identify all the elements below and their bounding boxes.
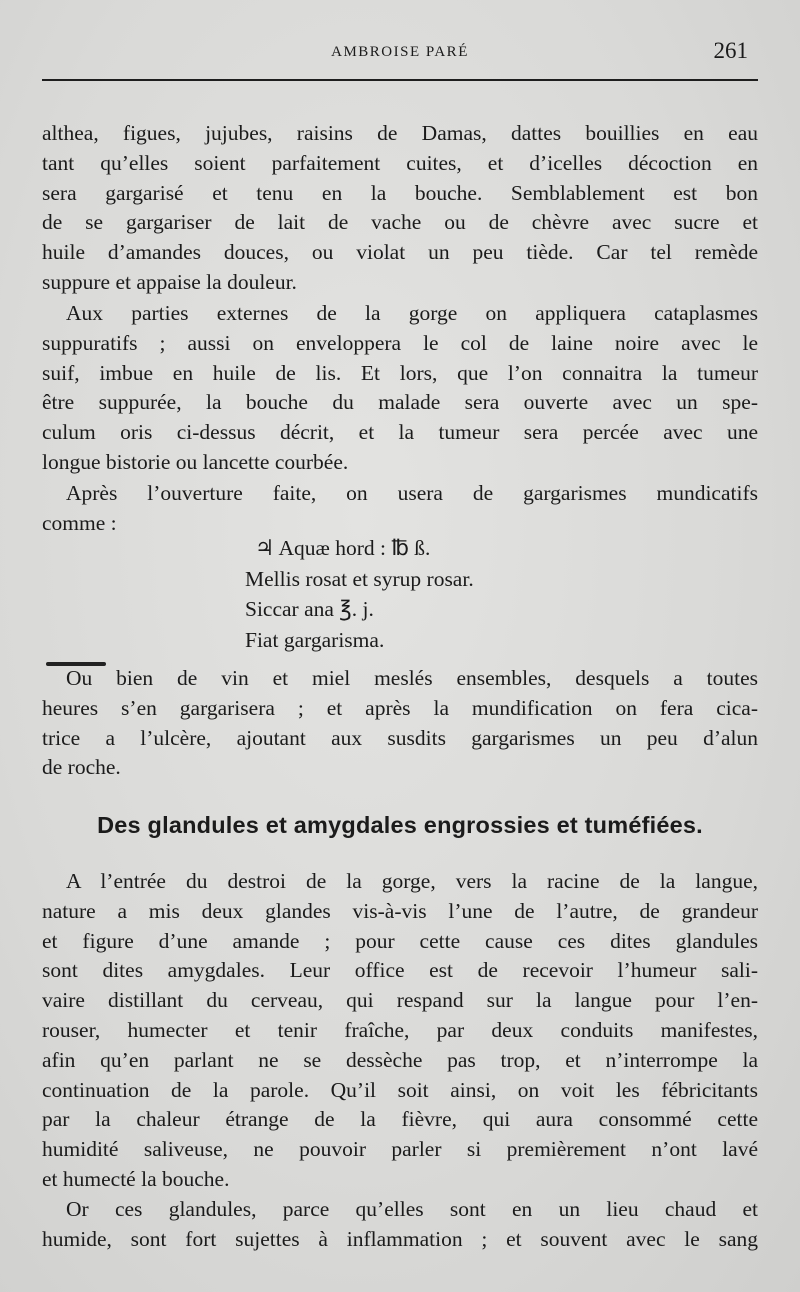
text-line: par la chaleur étrange de la fièvre, qui aura consommé cette xyxy=(42,1107,758,1132)
recipe-line: Fiat gargarisma. xyxy=(245,627,385,652)
text-line: et figure d’une amande ; pour cette cause ces dites glandules xyxy=(42,928,758,953)
paragraph-6 xyxy=(42,1195,758,1255)
text-line: culum oris ci-dessus décrit, et la tumeur sera percée avec une xyxy=(42,420,758,445)
text-line: sont dites amygdales. Leur office est de recevoir l’humeur sali- xyxy=(42,958,758,983)
text-line: A l’entrée du destroi de la gorge, vers la racine de la langue, xyxy=(66,869,758,893)
text-line: vaire distillant du cerveau, qui respand sur la langue pour l’en- xyxy=(42,988,758,1013)
text-line: de se gargariser de lait de vache ou de chèvre avec sucre et xyxy=(42,210,758,235)
text-line: Après l’ouverture faite, on usera de gargarismes mundicatifs xyxy=(66,481,758,505)
paragraph-3 xyxy=(42,479,758,539)
recipe-line: Mellis rosat et syrup rosar. xyxy=(245,566,474,591)
text-line: sera gargarisé et tenu en la bouche. Semblablement est bon xyxy=(42,180,758,205)
header-rule xyxy=(42,79,758,81)
paragraph-4 xyxy=(42,664,758,783)
text-line: nature a mis deux glandes vis-à-vis l’une de l’autre, de grandeur xyxy=(42,898,758,923)
paragraph-1 xyxy=(42,119,758,298)
text-line: humidité saliveuse, ne pouvoir parler si premièrement n’ont lavé xyxy=(42,1137,758,1162)
text-line: Ou bien de vin et miel meslés ensembles, desquels a toutes xyxy=(66,666,758,690)
recipe-line: ♃ Aquæ hord : ℔ ß. xyxy=(255,536,431,560)
text-line: être suppurée, la bouche du malade sera ouverte avec un spe- xyxy=(42,390,758,415)
text-line: rouser, humecter et tenir fraîche, par deux conduits manifestes, xyxy=(42,1017,758,1042)
text-line: Or ces glandules, parce qu’elles sont en un lieu chaud et xyxy=(66,1197,758,1221)
text-line: comme : xyxy=(42,510,117,535)
text-line: trice a l’ulcère, ajoutant aux susdits gargarismes un peu d’alun xyxy=(42,725,758,750)
text-line: longue bistorie ou lancette courbée. xyxy=(42,449,349,474)
text-line: afin qu’en parlant ne se dessèche pas trop, et n’interrompe la xyxy=(42,1047,758,1072)
paragraph-2 xyxy=(42,299,758,478)
text-line: tant qu’elles soient parfaitement cuites, et d’icelles décoction en xyxy=(42,150,758,175)
text-line: heures s’en gargarisera ; et après la mundification on fera cica- xyxy=(42,695,758,720)
text-line: suppure et appaise la douleur. xyxy=(42,269,297,294)
text-line: continuation de la parole. Qu’il soit ainsi, on voit les fébricitants xyxy=(42,1077,758,1102)
text-line: huile d’amandes douces, ou violat un peu tiède. Car tel remède xyxy=(42,240,758,265)
paragraph-5 xyxy=(42,867,758,1195)
running-head xyxy=(42,38,758,68)
text-line: de roche. xyxy=(42,755,121,780)
running-title: AMBROISE PARÉ xyxy=(331,44,469,60)
text-line: et humecté la bouche. xyxy=(42,1166,230,1191)
text-line: humide, sont fort sujettes à inflammation ; et souvent avec le sang xyxy=(42,1226,758,1251)
text-line: suif, imbue en huile de lis. Et lors, que l’on connaitra la tumeur xyxy=(42,360,758,385)
section-title: Des glandules et amygdales engrossies et tuméfiées. xyxy=(97,812,703,838)
text-line: althea, figues, jujubes, raisins de Damas, dattes bouillies en eau xyxy=(42,121,758,145)
text-line: suppuratifs ; aussi on enveloppera le col de laine noire avec le xyxy=(42,330,758,355)
recipe-block xyxy=(245,533,605,655)
recipe-line: Siccar ana ℥. j. xyxy=(245,597,374,621)
page-number: 261 xyxy=(713,38,748,63)
text-line: Aux parties externes de la gorge on appliquera cataplasmes xyxy=(66,301,758,325)
